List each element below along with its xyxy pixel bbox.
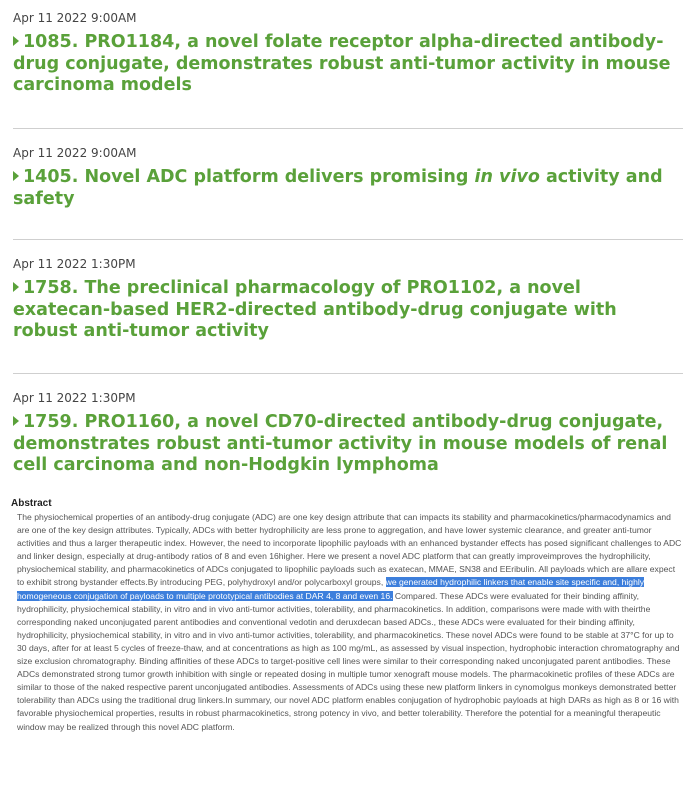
entry-title-link[interactable] [13,412,683,477]
abstract-body[interactable] [17,511,683,734]
entry-date: Apr 11 2022 9:00AM [13,146,137,160]
caret-right-icon [13,36,19,46]
entry-date: Apr 11 2022 1:30PM [13,257,136,271]
entry-title-text: 1758. The preclinical pharmacology of PRO1102, a novel exatecan-based HER2-directed antibody-drug conjugate with robust anti-tumor activity [13,278,617,341]
entry-date: Apr 11 2022 9:00AM [13,11,137,25]
abstract-text: The physiochemical properties of an antibody-drug conjugate (ADC) are one key design attribute that can impacts its stability and pharmacokinetics/pharmacodynamics and are one of the key design attributes. Typically, ADCs with better hydrophilicity are less prone to aggregation, and have lower systemic clearance, and greater anti-tumor activities and thus a larger therapeutic index. However, the need to incorporate lipophilic payloads with an enhanced bystander effects has posed significant challenges to ADC and linker design, especially at drug-antibody ratios of 8 and even 16higher. Here we present a novel ADC platform that can greatly improveimproves the hydrophilicity, physiochemical stability, and pharmacokinetics of ADCs conjugated to lipophilic payloads such as exatecan, MMAE, SN38 and EEribulin. All payloads which are allare expect to exhibit strong bystander effects.By introducing PEG, polyhydroxyl and/or polycarboxyl groups, [17,512,682,588]
entry-title-link[interactable] [13,278,683,343]
abstract-heading: Abstract [11,498,52,509]
session-entry-1759 [13,391,683,477]
entry-title-text: 1405. Novel ADC platform delivers promising [23,167,475,187]
caret-right-icon [13,282,19,292]
entry-title-text: 1085. PRO1184, a novel folate receptor alpha-directed antibody-drug conjugate, demonstrates robust anti-tumor activity in mouse carcinoma models [13,32,671,95]
entry-title-link[interactable] [13,167,683,210]
entry-title-link[interactable] [13,32,683,97]
abstract-section [11,497,683,734]
divider [13,128,683,129]
abstract-selected-text[interactable]: we generated hydrophilic linkers that enable site specific and, highly homogeneous conjugation of payloads to multiple prototypical antibodies at DAR 4, 8 and even 16. [17,577,645,601]
entry-title-italic: in vivo [474,167,540,187]
entry-title-text-end: activity and safety [13,167,663,209]
caret-right-icon [13,416,19,426]
entry-title-text: 1759. PRO1160, a novel CD70-directed antibody-drug conjugate, demonstrates robust anti-tumor activity in mouse models of renal cell carcinoma and non-Hodgkin lymphoma [13,412,668,475]
entry-date: Apr 11 2022 1:30PM [13,391,136,405]
session-entry-1758 [13,257,683,343]
session-entry-1085 [13,11,683,97]
abstract-text-end: Compared. These ADCs were evaluated for their binding affinity, hydrophilicity, physiochemical stability, in vitro and in vivo anti-tumor activities, tolerability, and pharmacokinetics. In addition, comparisons were made with with theirthe corresponding naked unconjugated parent antibodies and conventional vedotin and deruxdecan based ADCs., these ADCs were evaluated for their binding affinity, hydrophilicity, physiochemical stability, in vitro and in vivo anti-tumor activities, tolerability, and pharmacokinetics. These novel ADCs were found to be stable at 37°C for up to 30 days, after for at least 5 cycles of freeze-thaw, and at concentrations as high as 100 mg/mL, as assessed by visual inspection, hydrophobic interaction chromatography and size exclusion chromatography. Binding affinities of these ADCs to target-positive cell lines were similar to their corresponding naked unconjugated parent antibodies. These ADCs demonstrated strong tumor growth inhibition with single or repeated dosing in multiple tumor xenograft mouse models. The pharmacokinetic profiles of these ADCs are similar to those of the naked respective parent unconjugated antibodies. Assessments of ADCs using these new platform linkers in cynomolgus monkeys demonstrated better tolerability than ADCs using the traditional drug linkers.In summary, our novel ADC platform enables conjugation of hydrophobic payloads at high DARs as high as 8 or 16 with favorable physiochemical properties, results in robust pharmacokinetics, strong potency in vivo, and better tolerability. Therefore the potential for a meaningful therapeutic window may be realized through this novel ADC platform. [17,590,680,732]
session-entry-1405 [13,146,683,210]
caret-right-icon [13,171,19,181]
divider [13,373,683,374]
divider [13,239,683,240]
